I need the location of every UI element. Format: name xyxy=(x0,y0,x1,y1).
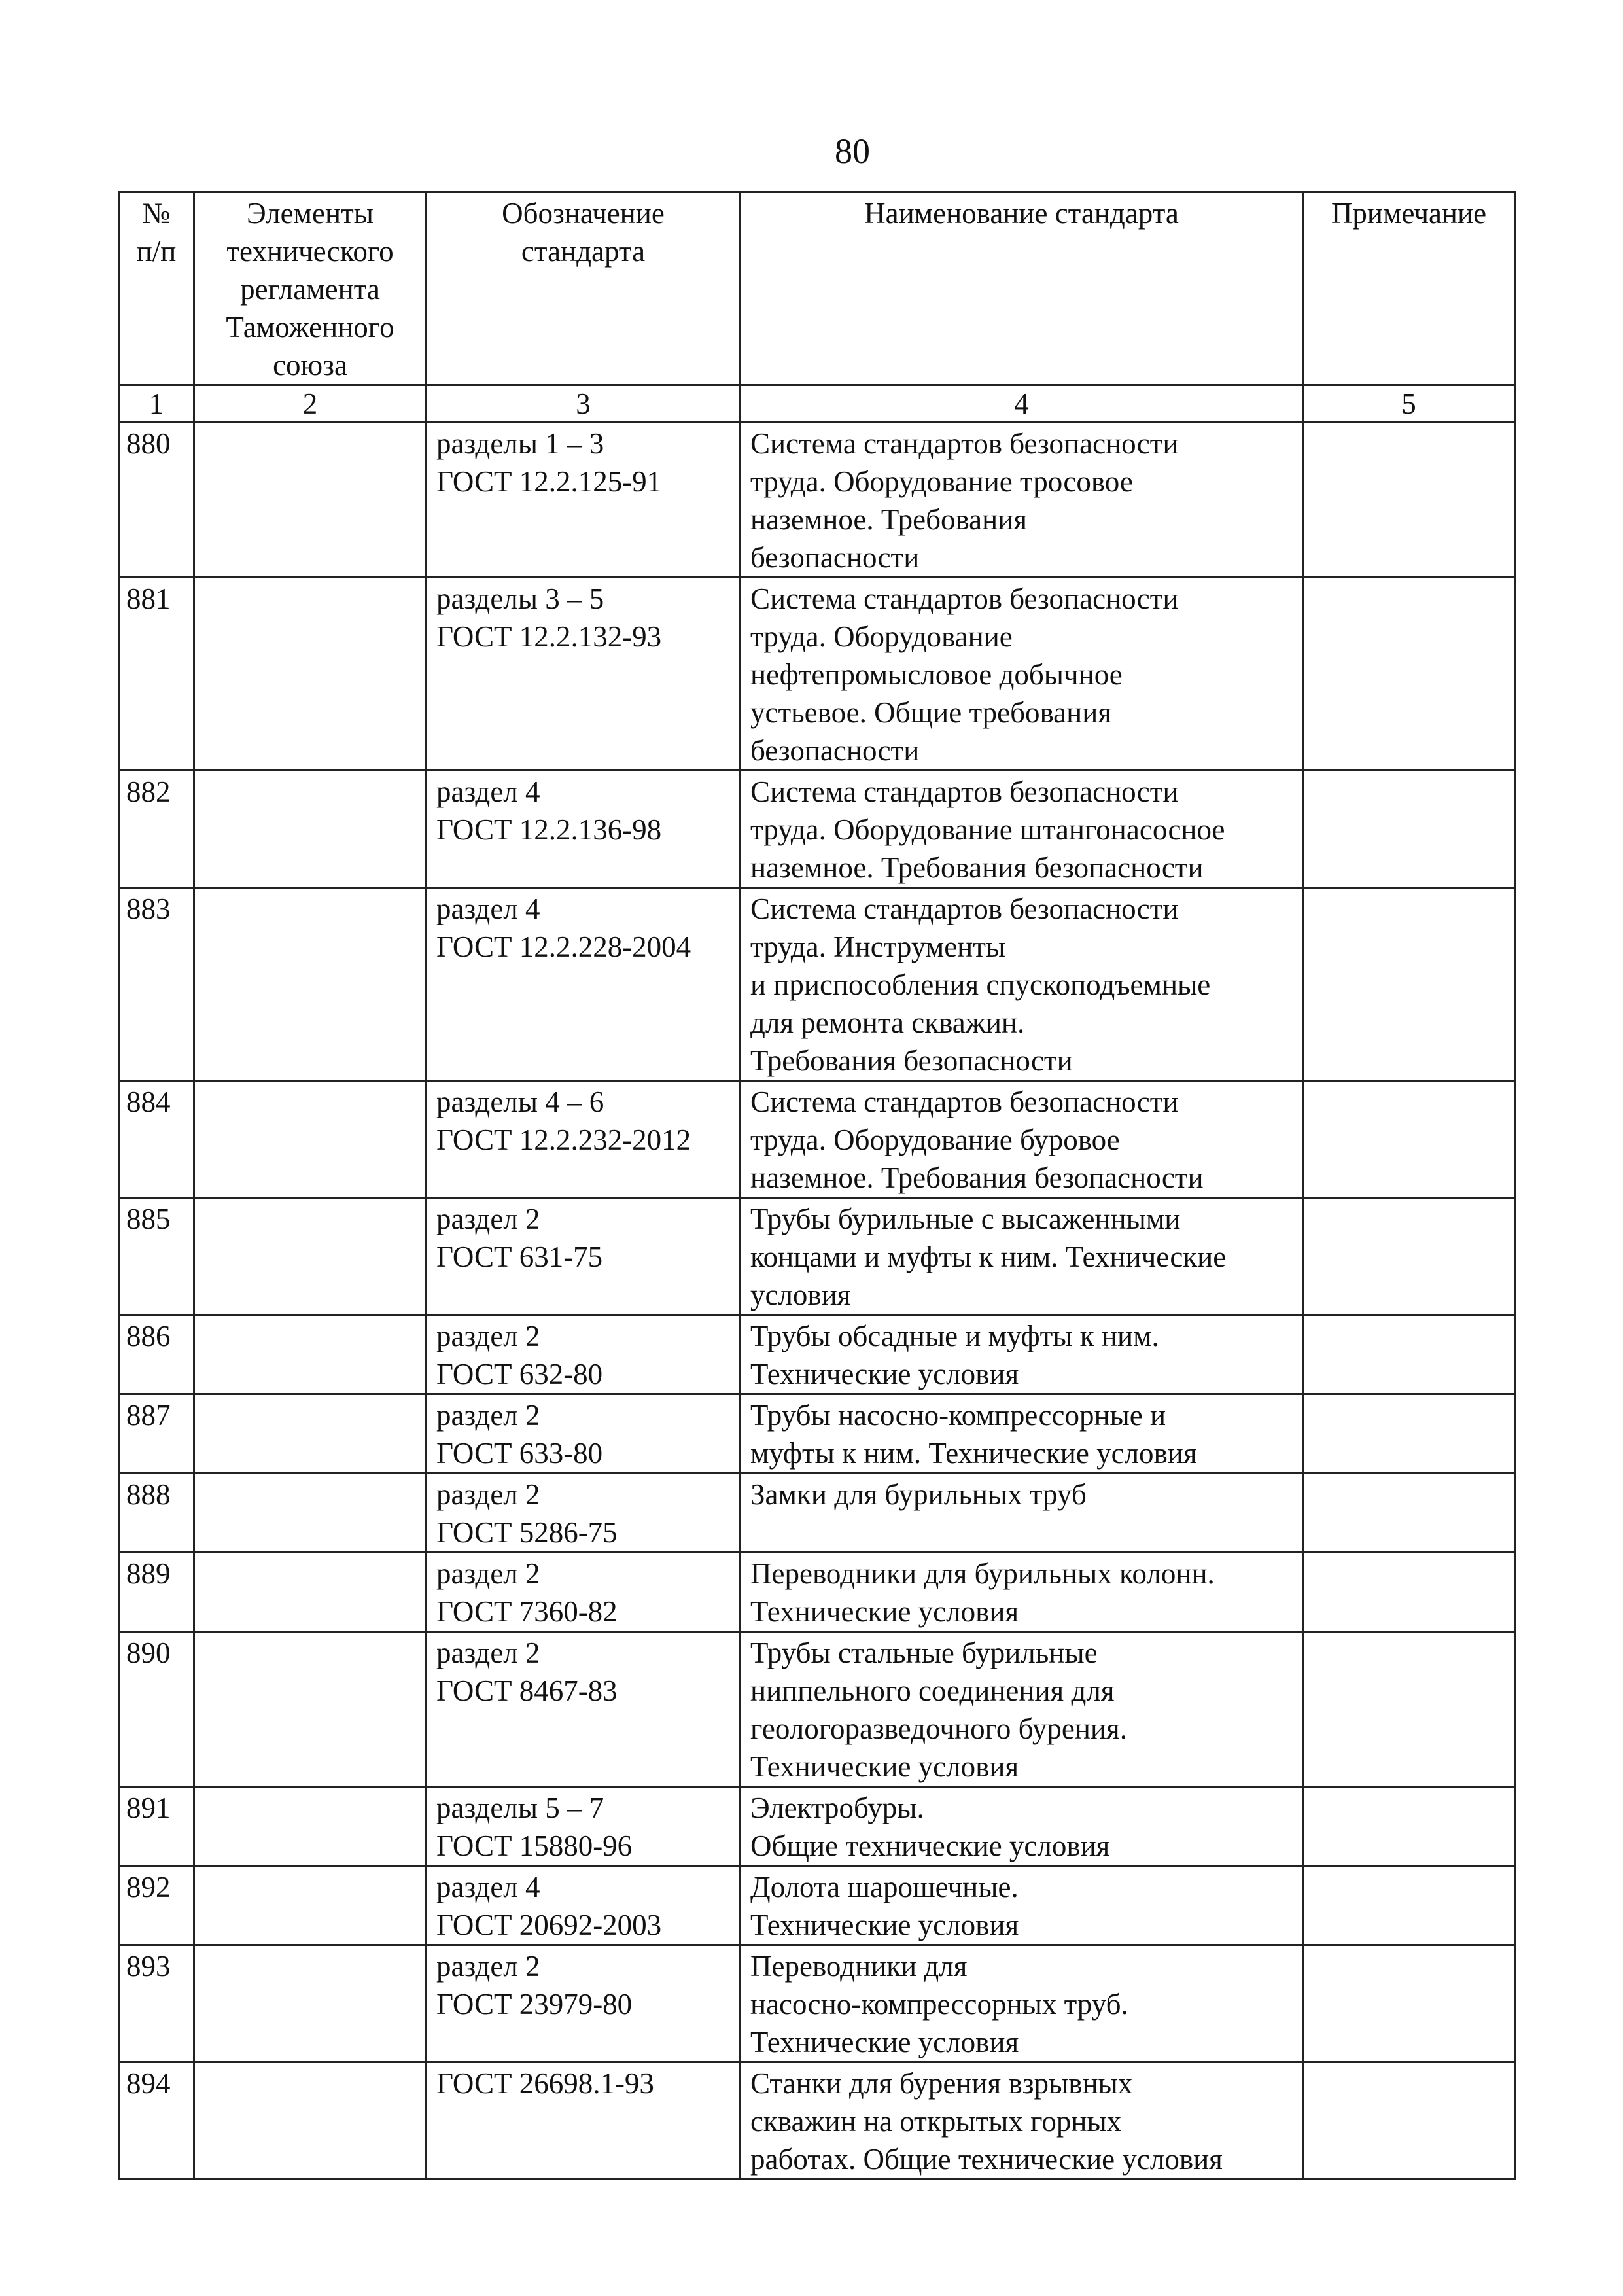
row-standard-name: Система стандартов безопасности труда. Оборудование буровое наземное. Требования безопасности xyxy=(741,1081,1303,1198)
header-element: Элементы технического регламента Таможенного союза xyxy=(194,192,427,385)
row-standard-name: Система стандартов безопасности труда. Оборудование штангонасосное наземное. Требования безопасности xyxy=(741,771,1303,888)
row-note xyxy=(1303,2062,1515,2180)
row-note xyxy=(1303,1632,1515,1787)
row-element xyxy=(194,1198,427,1315)
row-standard-name: Система стандартов безопасности труда. Оборудование тросовое наземное. Требования безопасности xyxy=(741,423,1303,578)
row-designation: раздел 2 ГОСТ 633-80 xyxy=(427,1394,741,1474)
row-element xyxy=(194,771,427,888)
row-number: 889 xyxy=(119,1553,194,1632)
table-row xyxy=(119,578,1515,771)
row-element xyxy=(194,1315,427,1394)
table-row xyxy=(119,888,1515,1081)
row-designation: раздел 4 ГОСТ 12.2.136-98 xyxy=(427,771,741,888)
row-element xyxy=(194,1553,427,1632)
row-number: 893 xyxy=(119,1945,194,2062)
row-standard-name: Замки для бурильных труб xyxy=(741,1474,1303,1553)
row-number: 892 xyxy=(119,1866,194,1945)
row-number: 880 xyxy=(119,423,194,578)
header-designation: Обозначение стандарта xyxy=(427,192,741,385)
row-designation: раздел 2 ГОСТ 23979-80 xyxy=(427,1945,741,2062)
row-element xyxy=(194,1474,427,1553)
table-row xyxy=(119,1945,1515,2062)
row-note xyxy=(1303,423,1515,578)
column-number: 3 xyxy=(427,385,741,423)
row-note xyxy=(1303,1474,1515,1553)
column-number: 5 xyxy=(1303,385,1515,423)
header-standard-name: Наименование стандарта xyxy=(741,192,1303,385)
table-row xyxy=(119,1632,1515,1787)
row-number: 884 xyxy=(119,1081,194,1198)
row-number: 891 xyxy=(119,1787,194,1866)
table-header xyxy=(119,192,1515,423)
row-note xyxy=(1303,1866,1515,1945)
row-note xyxy=(1303,1553,1515,1632)
header-number: № п/п xyxy=(119,192,194,385)
row-element xyxy=(194,888,427,1081)
column-number: 4 xyxy=(741,385,1303,423)
table-row xyxy=(119,1553,1515,1632)
row-note xyxy=(1303,1394,1515,1474)
row-note xyxy=(1303,888,1515,1081)
table-row xyxy=(119,1394,1515,1474)
table-body xyxy=(119,423,1515,2180)
row-standard-name: Трубы насосно-компрессорные и муфты к ним. Технические условия xyxy=(741,1394,1303,1474)
row-designation: разделы 4 – 6 ГОСТ 12.2.232-2012 xyxy=(427,1081,741,1198)
row-designation: разделы 1 – 3 ГОСТ 12.2.125-91 xyxy=(427,423,741,578)
table-row xyxy=(119,1474,1515,1553)
row-number: 885 xyxy=(119,1198,194,1315)
row-standard-name: Система стандартов безопасности труда. Оборудование нефтепромысловое добычное устьевое. Общие требования безопасности xyxy=(741,578,1303,771)
row-number: 883 xyxy=(119,888,194,1081)
row-designation: ГОСТ 26698.1-93 xyxy=(427,2062,741,2180)
row-designation: раздел 2 ГОСТ 5286-75 xyxy=(427,1474,741,1553)
row-note xyxy=(1303,1787,1515,1866)
header-note: Примечание xyxy=(1303,192,1515,385)
row-number: 887 xyxy=(119,1394,194,1474)
row-number: 890 xyxy=(119,1632,194,1787)
row-standard-name: Трубы бурильные с высаженными концами и муфты к ним. Технические условия xyxy=(741,1198,1303,1315)
row-element xyxy=(194,423,427,578)
page-number: 80 xyxy=(835,132,870,171)
row-element xyxy=(194,1632,427,1787)
row-note xyxy=(1303,1081,1515,1198)
row-number: 888 xyxy=(119,1474,194,1553)
row-standard-name: Станки для бурения взрывных скважин на открытых горных работах. Общие технические условия xyxy=(741,2062,1303,2180)
row-standard-name: Долота шарошечные. Технические условия xyxy=(741,1866,1303,1945)
row-standard-name: Система стандартов безопасности труда. Инструменты и приспособления спускоподъемные для ремонта скважин. Требования безопасности xyxy=(741,888,1303,1081)
row-number: 882 xyxy=(119,771,194,888)
row-element xyxy=(194,1866,427,1945)
row-note xyxy=(1303,1198,1515,1315)
row-element xyxy=(194,1945,427,2062)
standards-table xyxy=(118,191,1516,2180)
row-element xyxy=(194,1394,427,1474)
table-row xyxy=(119,1081,1515,1198)
row-note xyxy=(1303,1945,1515,2062)
column-number: 2 xyxy=(194,385,427,423)
row-element xyxy=(194,578,427,771)
row-element xyxy=(194,1787,427,1866)
header-row xyxy=(119,192,1515,385)
table-row xyxy=(119,1787,1515,1866)
row-designation: раздел 2 ГОСТ 631-75 xyxy=(427,1198,741,1315)
row-designation: раздел 2 ГОСТ 632-80 xyxy=(427,1315,741,1394)
row-element xyxy=(194,1081,427,1198)
table-row xyxy=(119,2062,1515,2180)
row-designation: раздел 4 ГОСТ 12.2.228-2004 xyxy=(427,888,741,1081)
row-designation: раздел 2 ГОСТ 8467-83 xyxy=(427,1632,741,1787)
table-row xyxy=(119,1866,1515,1945)
table-row xyxy=(119,423,1515,578)
row-designation: раздел 2 ГОСТ 7360-82 xyxy=(427,1553,741,1632)
table-row xyxy=(119,1315,1515,1394)
row-standard-name: Переводники для насосно-компрессорных труб. Технические условия xyxy=(741,1945,1303,2062)
column-number-row xyxy=(119,385,1515,423)
column-number: 1 xyxy=(119,385,194,423)
row-designation: разделы 3 – 5 ГОСТ 12.2.132-93 xyxy=(427,578,741,771)
row-number: 894 xyxy=(119,2062,194,2180)
row-element xyxy=(194,2062,427,2180)
row-note xyxy=(1303,771,1515,888)
row-standard-name: Трубы стальные бурильные ниппельного соединения для геологоразведочного бурения. Технические условия xyxy=(741,1632,1303,1787)
row-standard-name: Электробуры. Общие технические условия xyxy=(741,1787,1303,1866)
row-note xyxy=(1303,1315,1515,1394)
row-standard-name: Трубы обсадные и муфты к ним. Технические условия xyxy=(741,1315,1303,1394)
row-number: 886 xyxy=(119,1315,194,1394)
row-standard-name: Переводники для бурильных колонн. Технические условия xyxy=(741,1553,1303,1632)
row-note xyxy=(1303,578,1515,771)
row-number: 881 xyxy=(119,578,194,771)
row-designation: разделы 5 – 7 ГОСТ 15880-96 xyxy=(427,1787,741,1866)
row-designation: раздел 4 ГОСТ 20692-2003 xyxy=(427,1866,741,1945)
table-row xyxy=(119,1198,1515,1315)
table-row xyxy=(119,771,1515,888)
